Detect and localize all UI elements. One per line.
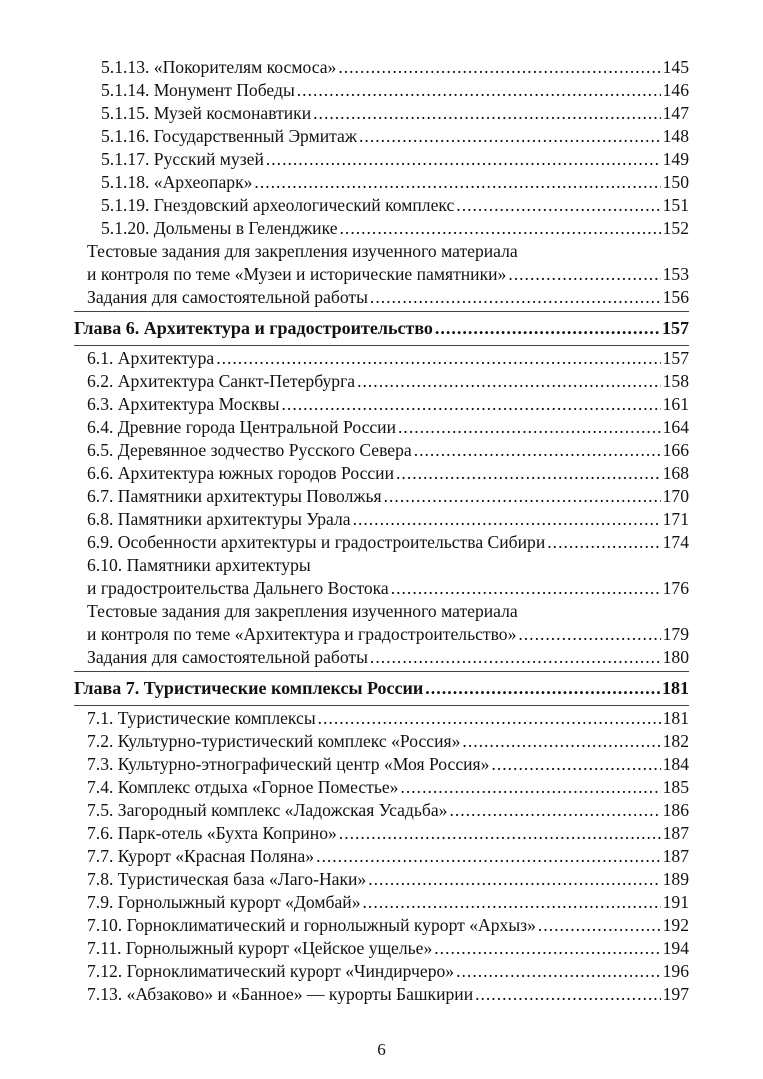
toc-page-number: 145	[662, 57, 689, 77]
chapter-divider	[74, 671, 689, 672]
toc-page-number: 181	[662, 678, 689, 698]
toc-entry	[87, 531, 689, 554]
dot-leader	[425, 674, 660, 702]
toc-entry-title: 7.13. «Абзаково» и «Банное» — курорты Башкирии	[87, 984, 474, 1004]
dot-leader	[339, 822, 661, 845]
toc-entry	[87, 845, 689, 868]
toc-page-number: 147	[662, 103, 689, 123]
dot-leader	[359, 125, 661, 148]
toc-entry-title: 7.7. Курорт «Красная Поляна»	[87, 846, 315, 866]
dot-leader	[547, 531, 660, 554]
toc-page-number: 166	[662, 440, 689, 460]
toc-entry	[87, 983, 689, 1006]
dot-leader	[456, 960, 661, 983]
toc-page-number: 187	[662, 823, 689, 843]
toc-entry-title: 7.10. Горноклиматический и горнолыжный курорт «Архыз»	[87, 915, 536, 935]
toc-entry	[87, 393, 689, 416]
toc-page-number: 197	[662, 984, 689, 1004]
toc-entry-title: 6.2. Архитектура Санкт-Петербурга	[87, 371, 356, 391]
toc-page-number: 181	[662, 708, 689, 728]
toc-page-number: 158	[662, 371, 689, 391]
toc-entry	[101, 217, 689, 240]
dot-leader	[434, 937, 660, 960]
toc-page-number: 153	[662, 264, 689, 284]
toc-entry-title: 6.4. Древние города Центральной России	[87, 417, 397, 437]
toc-entry	[87, 623, 689, 646]
toc-page-number: 146	[662, 80, 689, 100]
toc-chapter	[74, 314, 689, 342]
toc-entry	[87, 577, 689, 600]
toc-entry-title: 6.7. Памятники архитектуры Поволжья	[87, 486, 382, 506]
dot-leader	[391, 577, 661, 600]
toc-entry-title: Задания для самостоятельной работы	[87, 287, 368, 307]
toc-entry-title: 6.8. Памятники архитектуры Урала	[87, 509, 351, 529]
toc-entry-title: Задания для самостоятельной работы	[87, 647, 368, 667]
dot-leader	[435, 314, 660, 342]
toc-entry-line	[87, 240, 689, 263]
toc-entry-title: 5.1.13. «Покорителям космоса»	[101, 57, 337, 77]
toc-entry	[87, 508, 689, 531]
dot-leader	[340, 217, 661, 240]
dot-leader	[313, 102, 660, 125]
dot-leader	[370, 646, 661, 669]
dot-leader	[462, 730, 660, 753]
toc-page-number: 191	[662, 892, 689, 912]
dot-leader	[370, 286, 661, 309]
toc-entry	[87, 462, 689, 485]
toc-entry-title: 7.2. Культурно-туристический комплекс «Россия»	[87, 731, 461, 751]
toc-entry-title: 5.1.14. Монумент Победы	[101, 80, 295, 100]
toc-entry-title: 7.9. Горнолыжный курорт «Домбай»	[87, 892, 361, 912]
toc-entry-title: 7.12. Горноклиматический курорт «Чиндирчеро»	[87, 961, 455, 981]
dot-leader	[398, 416, 661, 439]
dot-leader	[266, 148, 661, 171]
dot-leader	[491, 753, 660, 776]
dot-leader	[368, 868, 660, 891]
toc-page-number: 161	[662, 394, 689, 414]
toc-entry	[87, 753, 689, 776]
dot-leader	[518, 623, 660, 646]
toc-entry	[87, 937, 689, 960]
toc-page-number: 189	[662, 869, 689, 889]
toc-entry-title: 5.1.16. Государственный Эрмитаж	[101, 126, 358, 146]
toc-entry	[87, 646, 689, 669]
toc-entry	[101, 79, 689, 102]
toc-page-number: 192	[662, 915, 689, 935]
toc-page-number: 171	[662, 509, 689, 529]
toc-entry	[101, 125, 689, 148]
toc-page-number: 194	[662, 938, 689, 958]
toc-entry-title: и градостроительства Дальнего Востока	[87, 578, 389, 598]
toc-entry-title: 5.1.17. Русский музей	[101, 149, 264, 169]
toc-page-number: 150	[662, 172, 689, 192]
toc-entry-title: 7.1. Туристические комплексы	[87, 708, 316, 728]
toc-page-number: 180	[662, 647, 689, 667]
toc-page-number: 186	[662, 800, 689, 820]
toc-page-number: 157	[662, 348, 689, 368]
toc-entry-line	[87, 600, 689, 623]
dot-leader	[475, 983, 661, 1006]
toc-entry-title: 5.1.15. Музей космонавтики	[101, 103, 312, 123]
dot-leader	[449, 799, 660, 822]
dot-leader	[508, 263, 660, 286]
toc-entry-title: Тестовые задания для закрепления изученного материала	[87, 241, 518, 261]
dot-leader	[216, 347, 660, 370]
toc-entry	[87, 439, 689, 462]
toc-entry	[87, 960, 689, 983]
toc-entry	[87, 416, 689, 439]
toc-entry-line	[87, 554, 689, 577]
toc-entry	[87, 822, 689, 845]
toc-entry	[87, 730, 689, 753]
toc-entry-title: и контроля по теме «Архитектура и градостроительство»	[87, 624, 517, 644]
toc-chapter	[74, 674, 689, 702]
toc-entry-title: Глава 6. Архитектура и градостроительство	[74, 318, 433, 338]
page-number: 6	[377, 1040, 386, 1059]
toc-page-number: 184	[662, 754, 689, 774]
dot-leader	[297, 79, 661, 102]
toc-page-number: 157	[662, 318, 689, 338]
dot-leader	[456, 194, 660, 217]
toc-entry-title: 7.6. Парк-отель «Бухта Коприно»	[87, 823, 337, 843]
table-of-contents	[0, 56, 763, 1006]
dot-leader	[363, 891, 661, 914]
chapter-divider	[74, 345, 689, 346]
dot-leader	[538, 914, 661, 937]
toc-entry	[101, 171, 689, 194]
dot-leader	[282, 393, 661, 416]
toc-entry	[87, 891, 689, 914]
toc-entry-title: 6.3. Архитектура Москвы	[87, 394, 280, 414]
chapter-divider	[74, 705, 689, 706]
chapter-divider	[74, 311, 689, 312]
toc-entry	[87, 286, 689, 309]
toc-entry	[87, 707, 689, 730]
toc-page-number: 179	[662, 624, 689, 644]
toc-page-number: 182	[662, 731, 689, 751]
toc-page-number: 185	[662, 777, 689, 797]
toc-entry	[87, 776, 689, 799]
toc-entry-title: 7.3. Культурно-этнографический центр «Моя Россия»	[87, 754, 490, 774]
toc-page-number: 196	[662, 961, 689, 981]
toc-entry	[101, 102, 689, 125]
toc-entry-title: Глава 7. Туристические комплексы России	[74, 678, 424, 698]
dot-leader	[318, 707, 661, 730]
dot-leader	[353, 508, 661, 531]
toc-page-number: 187	[662, 846, 689, 866]
toc-page-number: 149	[662, 149, 689, 169]
toc-entry-title: 5.1.19. Гнездовский археологический комплекс	[101, 195, 455, 215]
toc-entry-title: 7.5. Загородный комплекс «Ладожская Усадьба»	[87, 800, 448, 820]
toc-page-number: 148	[662, 126, 689, 146]
toc-entry-title: 6.9. Особенности архитектуры и градостроительства Сибири	[87, 532, 546, 552]
toc-page-number: 164	[662, 417, 689, 437]
toc-page-number: 151	[662, 195, 689, 215]
dot-leader	[357, 370, 661, 393]
toc-entry-title: 6.1. Архитектура	[87, 348, 215, 368]
toc-entry-title: 7.11. Горнолыжный курорт «Цейское ущелье»	[87, 938, 433, 958]
dot-leader	[396, 462, 661, 485]
toc-entry-title: 6.5. Деревянное зодчество Русского Севера	[87, 440, 412, 460]
toc-entry	[87, 868, 689, 891]
toc-entry	[87, 485, 689, 508]
dot-leader	[384, 485, 661, 508]
toc-entry	[101, 56, 689, 79]
toc-entry-title: 5.1.20. Дольмены в Геленджике	[101, 218, 338, 238]
toc-entry-title: 7.4. Комплекс отдыха «Горное Поместье»	[87, 777, 399, 797]
toc-entry	[87, 370, 689, 393]
toc-entry	[87, 263, 689, 286]
toc-entry-title: и контроля по теме «Музеи и исторические памятники»	[87, 264, 507, 284]
dot-leader	[254, 171, 660, 194]
dot-leader	[414, 439, 661, 462]
toc-page-number: 170	[662, 486, 689, 506]
toc-page-number: 174	[662, 532, 689, 552]
toc-page-number: 152	[662, 218, 689, 238]
toc-entry	[101, 148, 689, 171]
toc-page-number: 156	[662, 287, 689, 307]
toc-entry-title: 5.1.18. «Археопарк»	[101, 172, 253, 192]
toc-entry	[87, 347, 689, 370]
toc-entry-title: 6.6. Архитектура южных городов России	[87, 463, 395, 483]
toc-entry-title: 6.10. Памятники архитектуры	[87, 555, 311, 575]
toc-entry-title: Тестовые задания для закрепления изученного материала	[87, 601, 518, 621]
toc-page-number: 168	[662, 463, 689, 483]
dot-leader	[338, 56, 660, 79]
toc-entry	[87, 799, 689, 822]
dot-leader	[400, 776, 660, 799]
dot-leader	[316, 845, 661, 868]
toc-page-number: 176	[662, 578, 689, 598]
toc-entry	[87, 914, 689, 937]
toc-entry	[101, 194, 689, 217]
toc-entry-title: 7.8. Туристическая база «Лаго-Наки»	[87, 869, 367, 889]
